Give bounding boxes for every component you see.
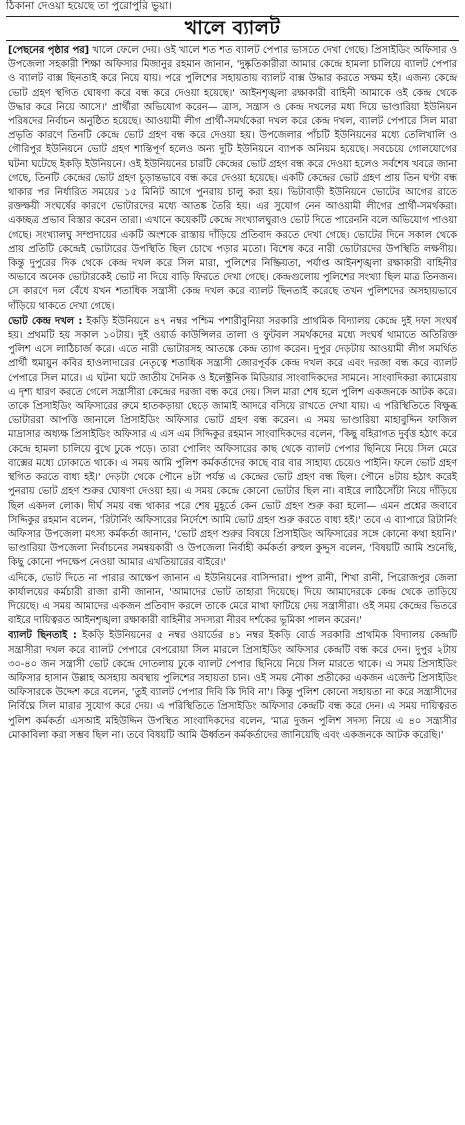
paragraph-2-text: ইকড়ি ইউনিয়নে ৪৭ নম্বর পশ্চিম পশারীবুনিয়া সরকারি প্রাথমিক বিদ্যালয় কেন্দ্রে দুই দফা সংঘর্ষ হয়। প্রথমটি হয় সকাল ১০টায়। দুই ওয়ার্ড কাউন্সিলর তালা ও ফুটবল সমর্থকদের মধ্যে সংঘর্ষ থামাতে অতিরিক্ত পুলিশ এসে লাঠিচার্জ করে। এতে নারী ভোটারসহ আতঙ্কে কেন্দ্র ত্যাগ করেন। দুপুর দেড়টায় আওয়ামী লীগ সমর্থিত প্রার্থী হুমায়ুন কবির হাওলাদারের নেতৃত্বে শতাধিক সন্ত্রাসী জোরপূর্বক কেন্দ্র দখল করে এবং দরজা বন্ধ করে ব্যালট পেপারে সিল মারে। এ ঘটনা ঘটে জাতীয় দৈনিক ও ইলেক্ট্রনিক মিডিয়ার সাংবাদিকদের সামনে। সাংবাদিকরা ক্যামেরায় এ দৃশ্য ধারণ করতে গেলে সন্ত্রাসীরা কেন্দ্রের দরজা বন্ধ করে দেয়। সিল মারা শেষ হলে পুলিশ একজনকে আটক করে। তাকে প্রিসাইডিং অফিসারের রুমে হাতকড়ায়া ছেড়ে জামাই আদরে বসিয়ে রাখতে দেখা যায়। এ পরিস্থিতিতে বিক্ষুব্ধ ভোটাররা আপত্তি জানালে প্রিসাইডিং অফিসার ভোট গ্রহণ বন্ধ করেন। এ সময় ভাণ্ডারিয়া মাহাবুদ্দিন ফাজিল মাদ্রাসার অধ্যক্ষ প্রিসাইডিং অফিসার এ এস এম সিদ্দিকুর রহমান সাংবাদিকদের বলেন, 'কিছু বহিরাগত দুর্বৃত্ত হঠাৎ করে কেন্দ্রে হামলা চালিয়ে বুথে ঢুকে পড়ে। তারা পোলিং অফিসারের কাছ থেকে ব্যালট পেপার ছিনিয়ে নিয়ে সিল মেরে বাক্সের মধ্যে ঢোকাতে থাকে। এ সময় আমি পুলিশ কর্মকর্তাদের কাছে বার বার সাহায্য চেয়েও পাইনি। ফলে ভোট গ্রহণ স্থগিত করতে বাধ্য হই।' দেড়টা থেকে পৌনে ৪টা পর্যন্ত এ কেন্দ্রের ভোট গ্রহণ বন্ধ ছিল। পৌনে ৪টায় হঠাৎ করেই পুনরায় ভোট গ্রহণ শুরুর ঘোষণা দেওয়া হয়। এ সময় কেন্দ্রে কোনো ভোটার ছিল না। বাইরে লাঠিসোঁটা নিয়ে দাঁড়িয়ে ছিল একদল লোক। দীর্ঘ সময় বন্ধ থাকার পরে শেষ মুহূর্তে কেন ভোট গ্রহণ শুরু করা হলো— এমন প্রশ্নের জবাবে সিদ্দিকুর রহমান বলেন, 'রিটার্নিং অফিসারের নির্দেশে আমি ভোট গ্রহণ শুরু করতে বাধ্য হই।' তবে এ ব্যাপারে রিটার্নিং অফিসার উপজেলা মৎস্য কর্মকর্তা জানান, 'ভোট গ্রহণ শুরুর বিষয়ে প্রিসাইডিং অফিসারের সঙ্গে কোনো কথা হয়নি।' ভাণ্ডারিয়া উপজেলা নির্বাচনের সমন্বয়কারী ও উপজেলা নির্বাহী কর্মকর্তা রুহুল কুদ্দুস বলেন, 'বিষয়টি আমি শুনেছি, কিছু কোনো পদক্ষেপ নেওয়া আমার এখতিয়ারের বাইরে।' bbox=[8, 315, 457, 569]
paragraph-4-text: ইকড়ি ইউনিয়নের ৫ নম্বর ওয়ার্ডের ৪১ নম্বর ইকড়ি বোর্ড সরকারি প্রাথমিক বিদ্যালয় কেন্দ্রটি সন্ত্রাসীরা দখল করে ব্যালট পেপারে বেপরোয়া সিল মারলে প্রিসাইডিং অফিসার কেন্দ্রটি বন্ধ করে দেন। দুপুর ২টায় ৩০-৪০ জন সন্ত্রাসী ভোট কেন্দ্রে দোতলায় ঢুকে ব্যালট পেপার ছিনিয়ে নিয়ে সিল মারতে থাকে। এ সময় প্রিসাইডিং অফিসার হাসান উল্লাহ অসহায় অবস্থায় পুলিশের সহায়তা চান। ওই সময় নৌকা প্রতীকের একজন এজেন্ট প্রিসাইডিং অফিসারকে উদ্দেশ করে বলেন, 'তুই ব্যালট পেপার দিবি কি দিবি না'। কিন্তু পুলিশ কোনো সহায়তা না করে সন্ত্রাসীদের নির্বিঘ্নে সিল মারার সুযোগ করে দেয়। এ পরিস্থিতিতে প্রিসাইডিং অফিসার কেন্দ্রটি বন্ধ করে দেন। এ সময় দায়িত্বরত পুলিশ কর্মকর্তা এসআই মহিউদ্দিন উপস্থিত সাংবাদিকদের বলেন, 'মাত্র দুজন পুলিশ সদস্য নিয়ে এ ৪০ সন্ত্রাসীর মোকাবিলা করা সম্ভব ছিল না। তবে বিষয়টি আমি ঊর্ধ্বতন কর্মকর্তাদের জানিয়েছি এবং একজনকে আটক করেছি।' bbox=[8, 630, 457, 741]
headline: খালে ব্যালট bbox=[184, 17, 281, 39]
paragraph-2 bbox=[8, 315, 457, 571]
headline-bottom-rule bbox=[6, 40, 459, 41]
paragraph-1-text: খালে ফেলে দেয়। ওই খালে শত শত ব্যালট পেপার ভাসতে দেখা গেছে। প্রিসাইডিং অফিসার ও উপজেলা সহকারী শিক্ষা অফিসার মিজানুর রহমান জানান, 'দুষ্কৃতিকারীরা আমার কেন্দ্রে হামলা চালিয়ে ব্যালট পেপার ও ব্যালট বাক্স ছিনতাই করে নিয়ে যায়। পরে পুলিশের সহায়তায় ব্যালট বাক্স উদ্ধার করতে সক্ষম হই। এজন্য কেন্দ্রে ভোট গ্রহণ স্থগিত ঘোষণা করে বন্ধ করে দেওয়া হয়েছে।' আইনশৃঙ্খলা রক্ষাকারী বাহিনী আমাকে ওই কেন্দ্র থেকে উদ্ধার করে নিয়ে আসে।' প্রার্থীরা অভিযোগ করেন— ত্রাস, সন্ত্রাস ও কেন্দ্র দখলের মধ্য দিয়ে ভাণ্ডারিয়া ইউনিয়ন পরিষদের নির্বাচন অনুষ্ঠিত হয়েছে। আওয়ামী লীগ প্রার্থী-সমর্থকেরা দখল করে কেন্দ্র দখল, ব্যালট পেপারে সিল মারা প্রভৃতি কারণে তিনটি কেন্দ্রে ভোট গ্রহণ বন্ধ করে দেওয়া হয়। উপজেলার পাঁচটি ইউনিয়নের মধ্যে তেলিখালি ও গৌরিপুর ইউনিয়নে ভোট গ্রহণ শান্তিপূর্ণ হলেও অন্য দুটি ইউনিয়নে ব্যাপক অনিয়ম হয়েছে। সবচেয়ে গোলযোগের ঘটনা ঘটেছে ইকড়ি ইউনিয়নে। ওই ইউনিয়নের চারটি কেন্দ্রের ভোট গ্রহণ বন্ধ করে দেওয়া হলেও সর্বশেষ খবরে জানা গেছে, তিনটি কেন্দ্রের ভোট গ্রহণ চূড়ান্তভাবে বন্ধ করে দেওয়া হয়েছে। একটি কেন্দ্রের ভোট গ্রহণ প্রায় তিন ঘণ্টা বন্ধ থাকার পর নির্ধারিত সময়ের ১৫ মিনিট আগে পুনরায় চালু করা হয়। ভিটাবাড়ী ইউনিয়নে ভোটের আগের রাতে রক্তক্ষয়ী সংঘর্ষের কারণে ভোটারদের মধ্যে আতঙ্ক তৈরি হয়। এর সুযোগ নেন আওয়ামী লীগের প্রার্থী-সমর্থকরা। একচ্ছত্র প্রভাব বিস্তার করেন তারা। এখানে কয়েকটি কেন্দ্রে সংখ্যালঘুরাও ভোট দিতে পারেননি বলে অভিযোগ পাওয়া গেছে। সংখ্যালঘু সম্প্রদায়ের একটি অংশকে রাস্তায় দাঁড়িয়ে প্রতিবাদ করতে দেখা গেছে। ভোটের দিনে সকাল থেকে প্রায় প্রতিটি কেন্দ্রেই ভোটারের উপস্থিতি ছিল চোখে পড়ার মতো। বিশেষ করে নারী ভোটারদের উপস্থিতি লক্ষণীয়। কিন্তু দুপুরের দিক থেকে কেন্দ্র দখল করে সিল মারা, পুলিশের নিষ্ক্রিয়তা, পর্যাপ্ত আইনশৃঙ্খলা রক্ষাকারী বাহিনীর অভাবে অনেক ভোটারকেই ভোট না দিয়ে বাড়ি ফিরতে দেখা গেছে। কেন্দ্রগুলোয় পুলিশের সংখ্যা ছিল মাত্র তিনজন। সে কারণে দল বেঁধে যখন শতাধিক সন্ত্রাসী কেন্দ্র দখল করে ব্যালট ছিনতাই করেছে তখন পুলিশদের অসহায়ভাবে দাঁড়িয়ে থাকতে দেখা গেছে। bbox=[8, 45, 457, 312]
article-body bbox=[8, 44, 457, 1122]
paragraph-1 bbox=[8, 44, 457, 314]
continuation-marker: [পেছনের পৃষ্ঠার পর] bbox=[8, 45, 90, 56]
subheading-ballot-snatching: ব্যালট ছিনতাই : bbox=[8, 630, 77, 642]
paragraph-4 bbox=[8, 629, 457, 743]
paragraph-3-text: এদিকে, ভোট দিতে না পারার আক্ষেপ জানান এ ইউনিয়নের বাসিন্দারা। পুষ্প রানী, শিখা রানী, পিরোজপুর জেলা কার্যালয়ের কর্মচারী রাজা রানী জানান, 'আমাদের ভোট তাহারা দিয়েছে। দিয়ে আমাদেরকে কেন্দ্র থেকে তাড়িয়ে দিয়েছে। এ সময় আমাদের একজন প্রতিবাদ করলে তাকে মেরে মাথা ফাটিয়ে দেয় সন্ত্রাসীরা। ওই সময় কেন্দ্রের ভিতরে বাইরে দায়িত্বরত আইনশৃঙ্খলা রক্ষাকারী বাহিনীর সদস্যরা নীরব দর্শকের ভূমিকা পালন করেন।' bbox=[8, 572, 457, 627]
previous-article-tail: ঠিকানা দেওয়া হয়েছে তা পুরোপুরি ভুয়া। bbox=[6, 0, 173, 12]
paragraph-3 bbox=[8, 572, 457, 629]
subheading-vote-center-capture: ভোট কেন্দ্র দখল : bbox=[8, 315, 83, 327]
